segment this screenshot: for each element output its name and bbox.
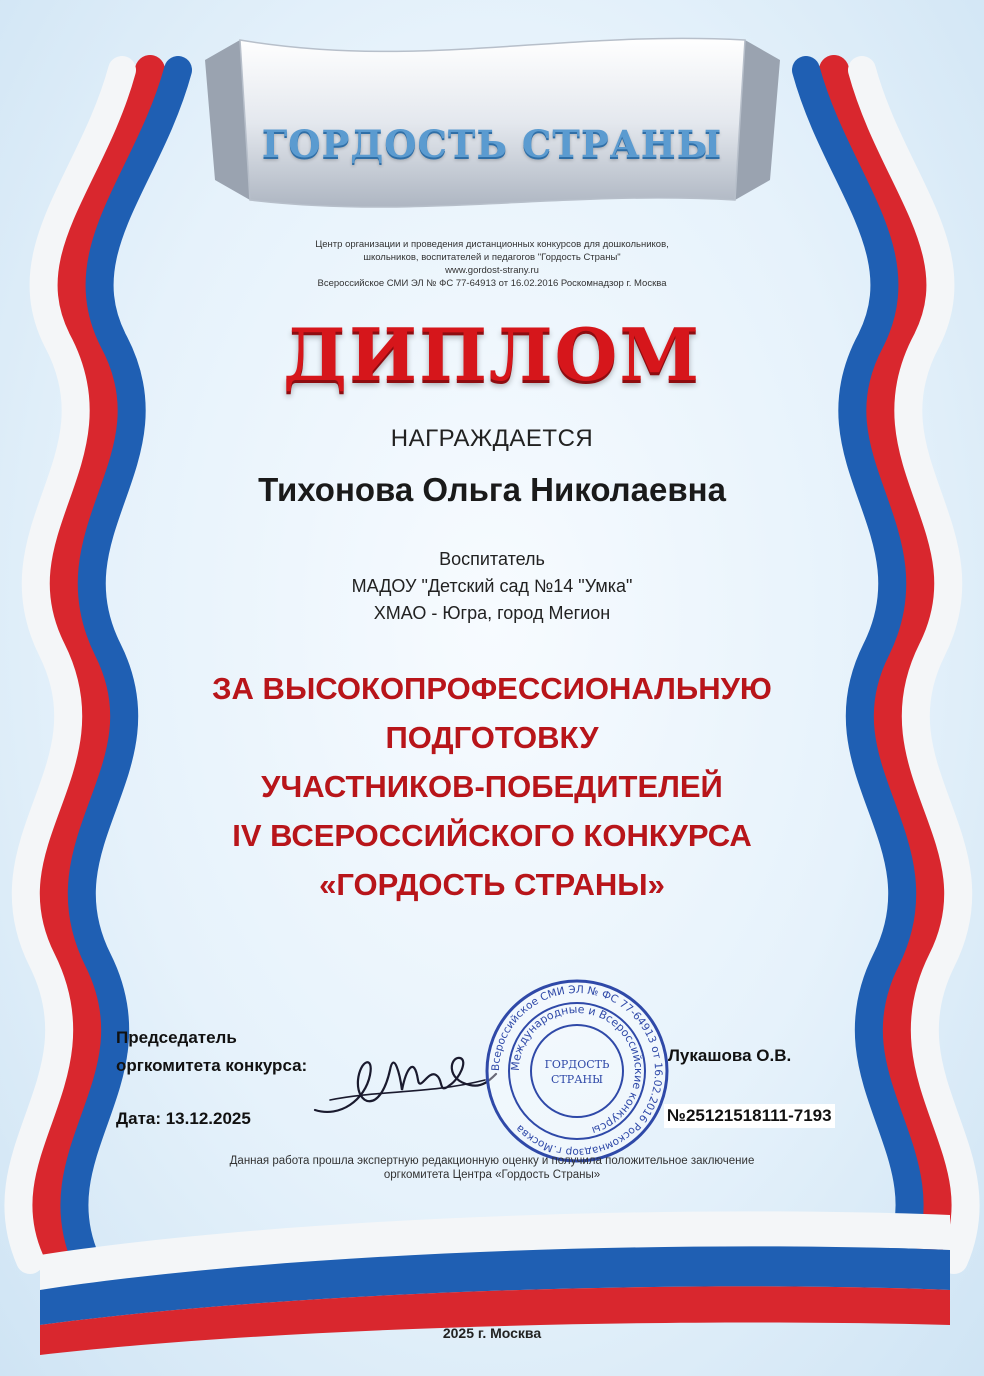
expert-note-line: оргкомитета Центра «Гордость Страны» xyxy=(383,1169,601,1181)
organizer-line: школьников, воспитателей и педагогов "Гордость Страны" xyxy=(363,252,621,263)
organizer-line: Центр организации и проведения дистанционных конкурсов для дошкольников, xyxy=(315,239,669,250)
handwritten-signature xyxy=(310,1030,500,1125)
issue-date: Дата: 13.12.2025 xyxy=(116,1109,251,1128)
reason-line: «ГОРДОСТЬ СТРАНЫ» xyxy=(319,867,665,902)
banner-title: ГОРДОСТЬ СТРАНЫ xyxy=(261,122,723,166)
stamp-outer-text: Всероссийское СМИ ЭЛ № ФС 77-64913 от 16.02.2016 Роскомнадзор г.Москва xyxy=(489,983,665,1159)
recipient-details xyxy=(0,546,984,627)
organizer-info xyxy=(0,238,984,290)
organizer-website: www.gordost-strany.ru xyxy=(445,265,539,276)
chairman-label xyxy=(116,1024,307,1080)
organizer-registration: Всероссийское СМИ ЭЛ № ФС 77-64913 от 16.02.2016 Роскомнадзор г. Москва xyxy=(317,278,667,289)
signer-name: Лукашова О.В. xyxy=(668,1046,792,1065)
reason-line: ПОДГОТОВКУ xyxy=(385,720,599,755)
recipient-location: ХМАО - Югра, город Мегион xyxy=(373,603,611,623)
awarded-label: НАГРАЖДАЕТСЯ xyxy=(390,425,594,452)
stamp-ring-text: Международные и Всероссийские конкурсы xyxy=(508,1002,646,1137)
expert-note-line: Данная работа прошла экспертную редакционную оценку и получила положительное заключение xyxy=(229,1155,755,1167)
reason-line: ЗА ВЫСОКОПРОФЕССИОНАЛЬНУЮ xyxy=(212,671,772,706)
recipient-name: Тихонова Ольга Николаевна xyxy=(258,471,726,508)
chairman-label-line: Председатель xyxy=(116,1028,237,1047)
recipient-position: Воспитатель xyxy=(439,549,545,569)
recipient-institution: МАДОУ "Детский сад №14 "Умка" xyxy=(351,576,633,596)
chairman-label-line: оргкомитета конкурса: xyxy=(116,1056,308,1075)
stamp-center-line: ГОРДОСТЬ xyxy=(544,1058,610,1071)
reason-line: IV ВСЕРОССИЙСКОГО КОНКУРСА xyxy=(232,818,752,853)
official-stamp xyxy=(484,978,670,1164)
award-reason xyxy=(0,664,984,909)
diploma-title: ДИПЛОМ xyxy=(282,312,702,397)
place-year: 2025 г. Москва xyxy=(442,1325,542,1341)
stamp-center-line: СТРАНЫ xyxy=(551,1073,603,1086)
diploma-number: №25121518111-7193 xyxy=(664,1104,835,1128)
reason-line: УЧАСТНИКОВ-ПОБЕДИТЕЛЕЙ xyxy=(261,769,723,804)
expert-note xyxy=(0,1154,984,1182)
